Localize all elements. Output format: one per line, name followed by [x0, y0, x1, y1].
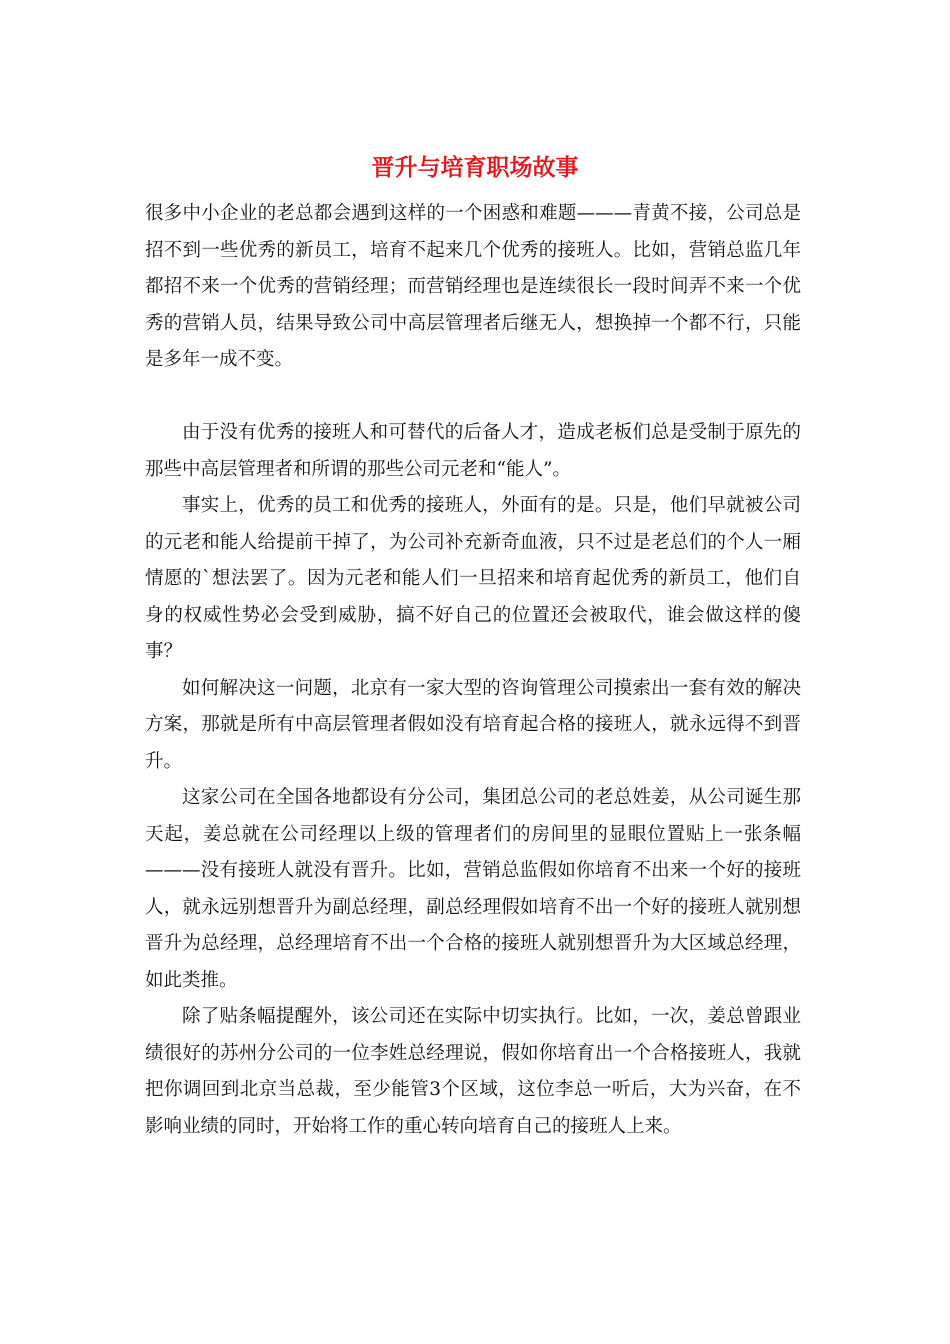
paragraph-4: 如何解决这一问题，北京有一家大型的咨询管理公司摸索出一套有效的解决方案，那就是所有中高层管理者假如没有培育起合格的接班人，就永远得不到晋升。: [145, 677, 801, 772]
paragraph-1: 很多中小企业的老总都会遇到这样的一个困惑和难题———青黄不接，公司总是招不到一些优秀的新员工，培育不起来几个优秀的接班人。比如，营销总监几年都招不来一个优秀的营销经理；而营销经理也是连续很长一段时间弄不来一个优秀的营销人员，结果导致公司中高层管理者后继无人，想换掉一个都不行，只能是多年一成不变。: [145, 203, 801, 370]
document-title: 晋升与培育职场故事: [371, 154, 579, 181]
paragraph-5: 这家公司在全国各地都设有分公司，集团总公司的老总姓姜，从公司诞生那天起，姜总就在公司经理以上级的管理者们的房间里的显眼位置贴上一张条幅———没有接班人就没有晋升。比如，营销总监假如你培育不出来一个好的接班人，就永远别想晋升为副总经理，副总经理假如培育不出一个好的接班人就别想晋升为总经理，总经理培育不出一个合格的接班人就别想晋升为大区域总经理，如此类推。: [145, 787, 801, 991]
paragraph-gap: [145, 379, 801, 416]
document-body: [145, 196, 801, 1145]
paragraph-6: 除了贴条幅提醒外，该公司还在实际中切实执行。比如，一次，姜总曾跟业绩很好的苏州分公司的一位李姓总经理说，假如你培育出一个合格接班人，我就把你调回到北京当总裁，至少能管3个区域，这位李总一听后，大为兴奋，在不影响业绩的同时，开始将工作的重心转向培育自己的接班人上来。: [145, 1006, 801, 1137]
paragraph-2: 由于没有优秀的接班人和可替代的后备人才，造成老板们总是受制于原先的那些中高层管理者和所谓的那些公司元老和“能人”。: [145, 422, 801, 480]
paragraph-3: 事实上，优秀的员工和优秀的接班人，外面有的是。只是，他们早就被公司的元老和能人给提前干掉了，为公司补充新奇血液，只不过是老总们的个人一厢情愿的`想法罢了。因为元老和能人们一旦招来和培育起优秀的新员工，他们自身的权威性势必会受到威胁，搞不好自己的位置还会被取代，谁会做这样的傻事？: [145, 495, 801, 662]
